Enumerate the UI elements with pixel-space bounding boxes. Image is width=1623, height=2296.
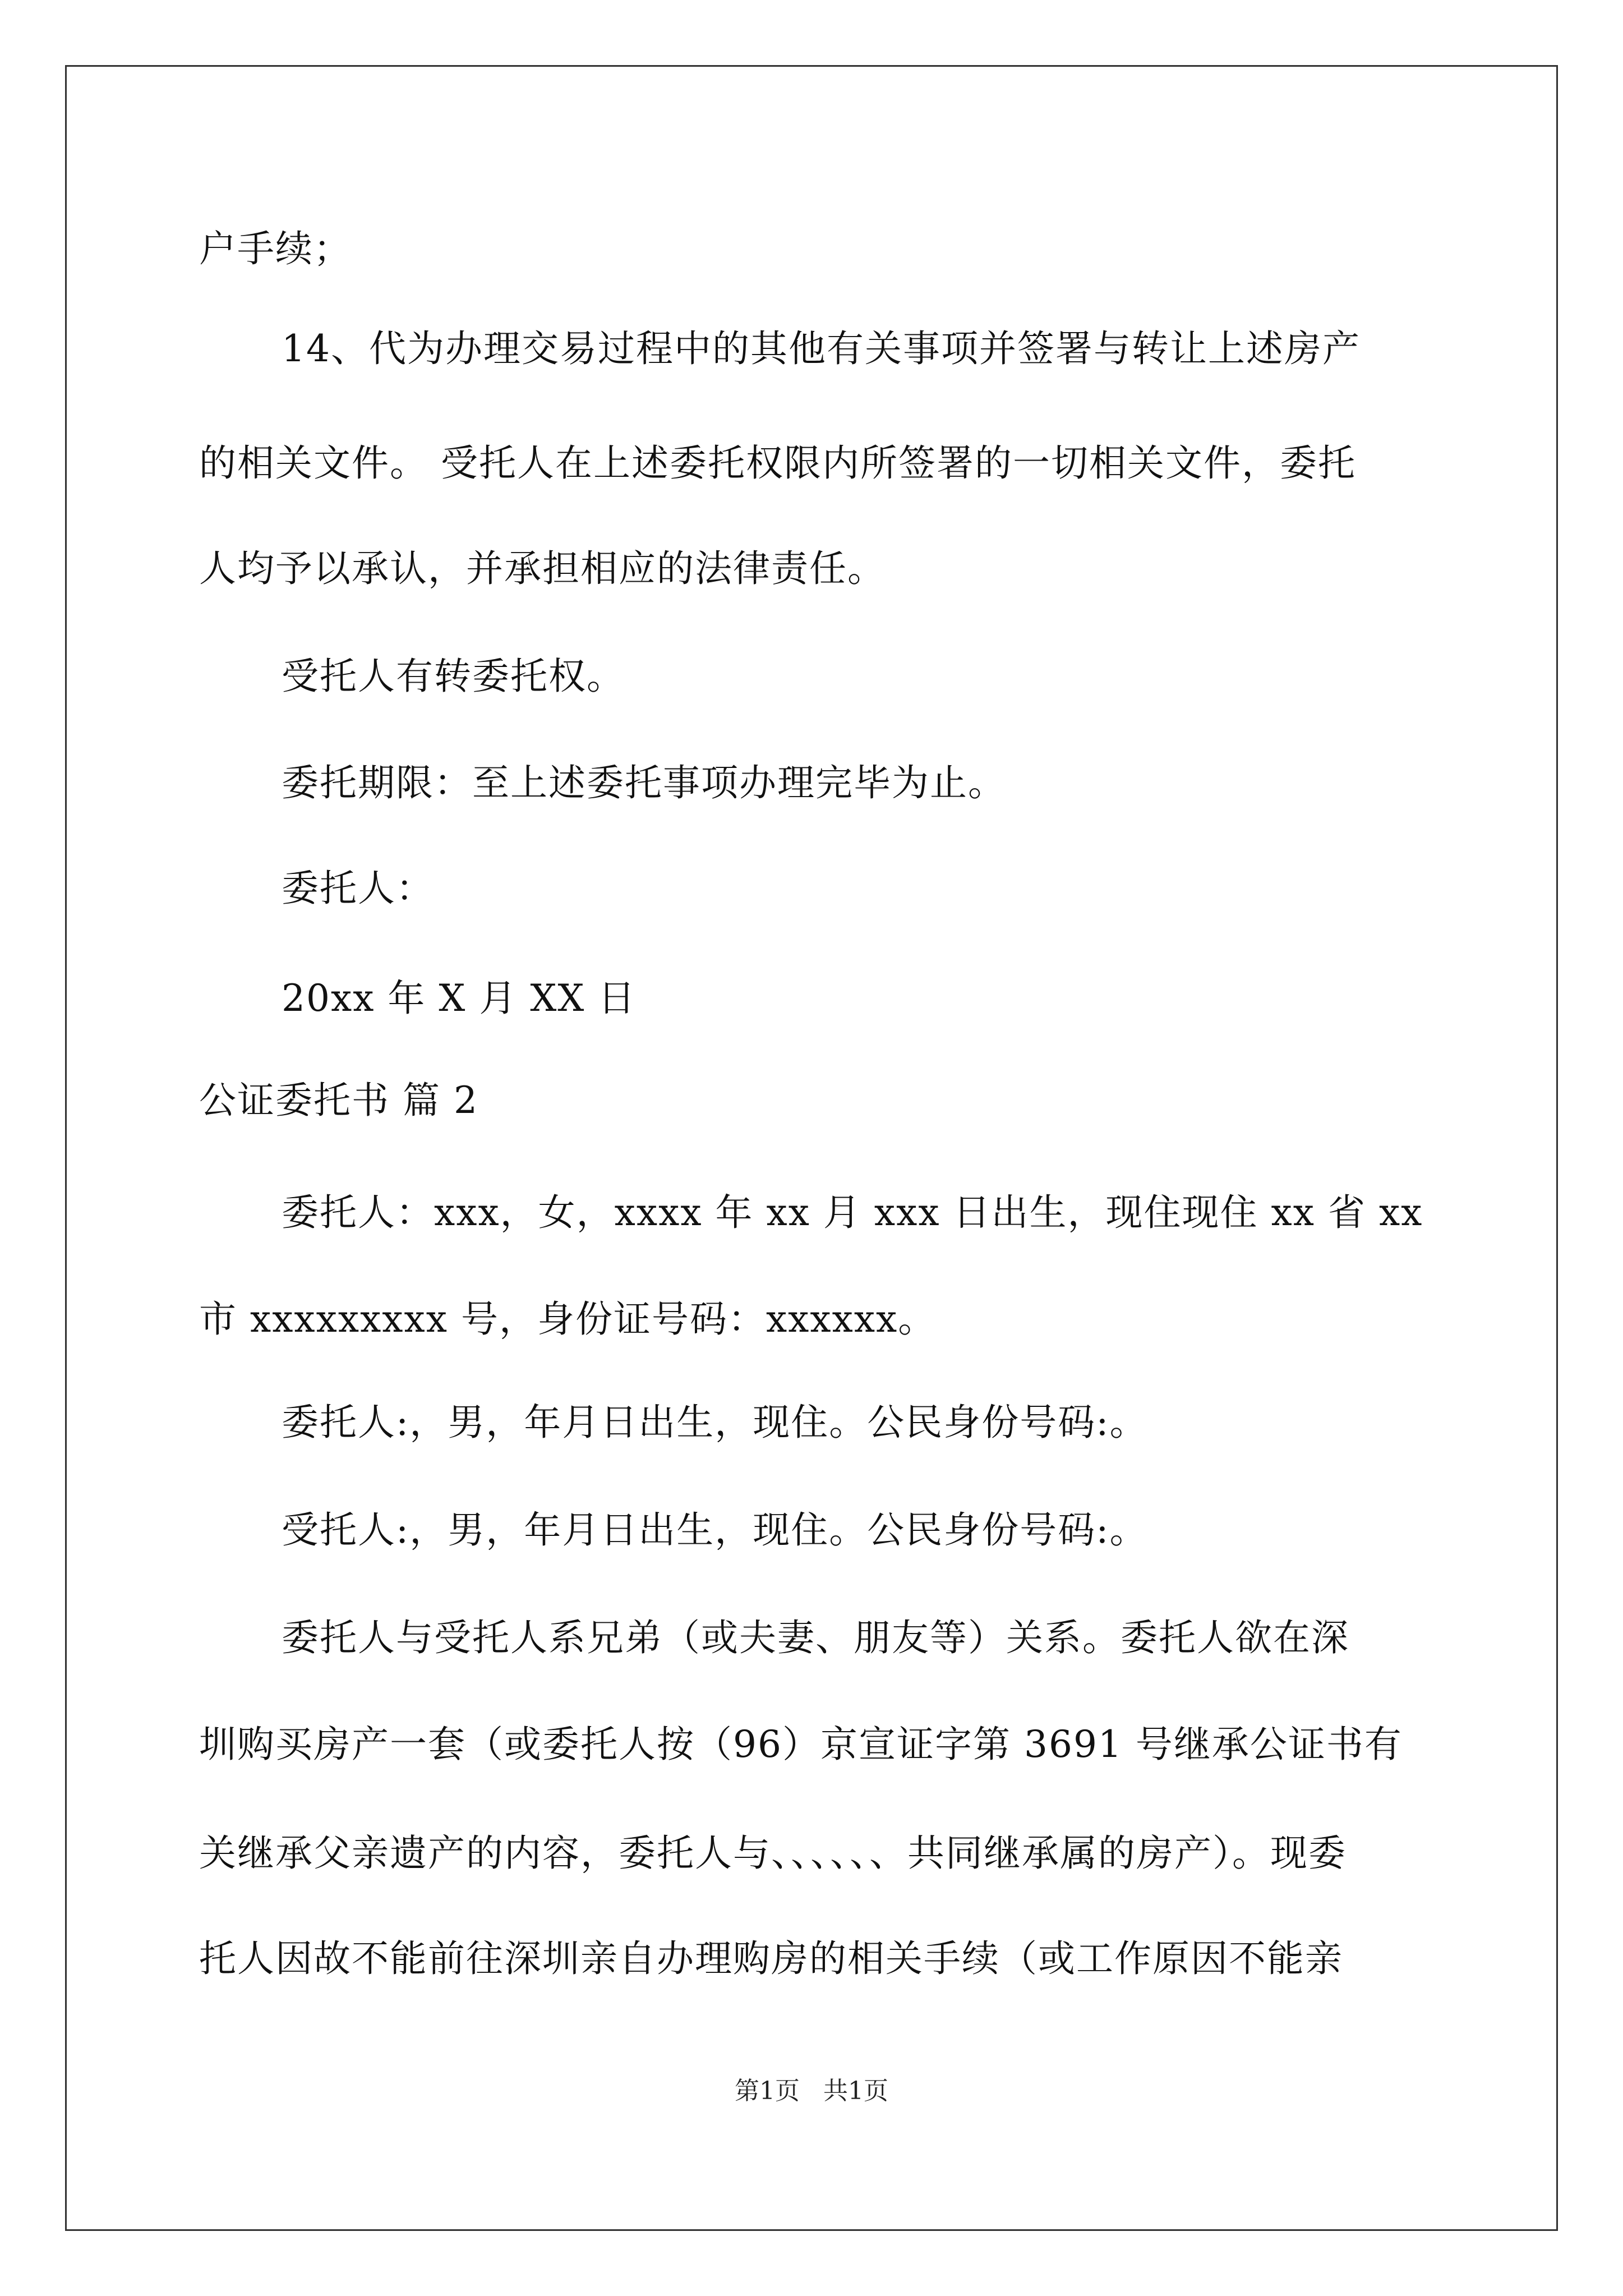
text-line-14: 委托人与受托人系兄弟（或夫妻、朋友等）关系。委托人欲在深 [282, 1616, 1349, 1659]
page-number: 第1页 [735, 2077, 800, 2105]
text-line-12: 委托人:，男，年月日出生，现住。公民身份号码:。 [282, 1401, 1148, 1444]
date-line: 20xx 年 X 月 XX 日 [282, 977, 637, 1020]
text-line-16: 关继承父亲遗产的内容，委托人与、、、、、、共同继承属的房产）。现委 [199, 1832, 1347, 1875]
text-line-1: 户手续； [199, 227, 352, 270]
page-border [65, 65, 1558, 2231]
text-line-4: 人均予以承认，并承担相应的法律责任。 [199, 547, 886, 590]
text-line-7: 委托人： [282, 867, 434, 910]
text-line-11: 市 xxxxxxxxx 号，身份证号码：xxxxxx。 [199, 1297, 937, 1341]
text-line-2: 14、代为办理交易过程中的其他有关事项并签署与转让上述房产 [282, 327, 1361, 370]
text-line-3: 的相关文件。 受托人在上述委托权限内所签署的一切相关文件，委托 [199, 441, 1356, 485]
text-line-17: 托人因故不能前往深圳亲自办理购房的相关手续（或工作原因不能亲 [199, 1937, 1343, 1980]
page-total: 共1页 [823, 2077, 888, 2105]
text-line-5: 受托人有转委托权。 [282, 655, 625, 698]
text-line-13: 受托人:，男，年月日出生，现住。公民身份号码:。 [282, 1508, 1148, 1552]
text-line-6: 委托期限：至上述委托事项办理完毕为止。 [282, 761, 1006, 804]
text-line-10: 委托人：xxx，女，xxxx 年 xx 月 xxx 日出生，现住现住 xx 省 xx [282, 1191, 1423, 1234]
text-line-15: 圳购买房产一套（或委托人按（96）京宣证字第 3691 号继承公证书有 [199, 1723, 1403, 1766]
page-footer [0, 2076, 1623, 2107]
section-heading: 公证委托书 篇 2 [199, 1079, 478, 1122]
